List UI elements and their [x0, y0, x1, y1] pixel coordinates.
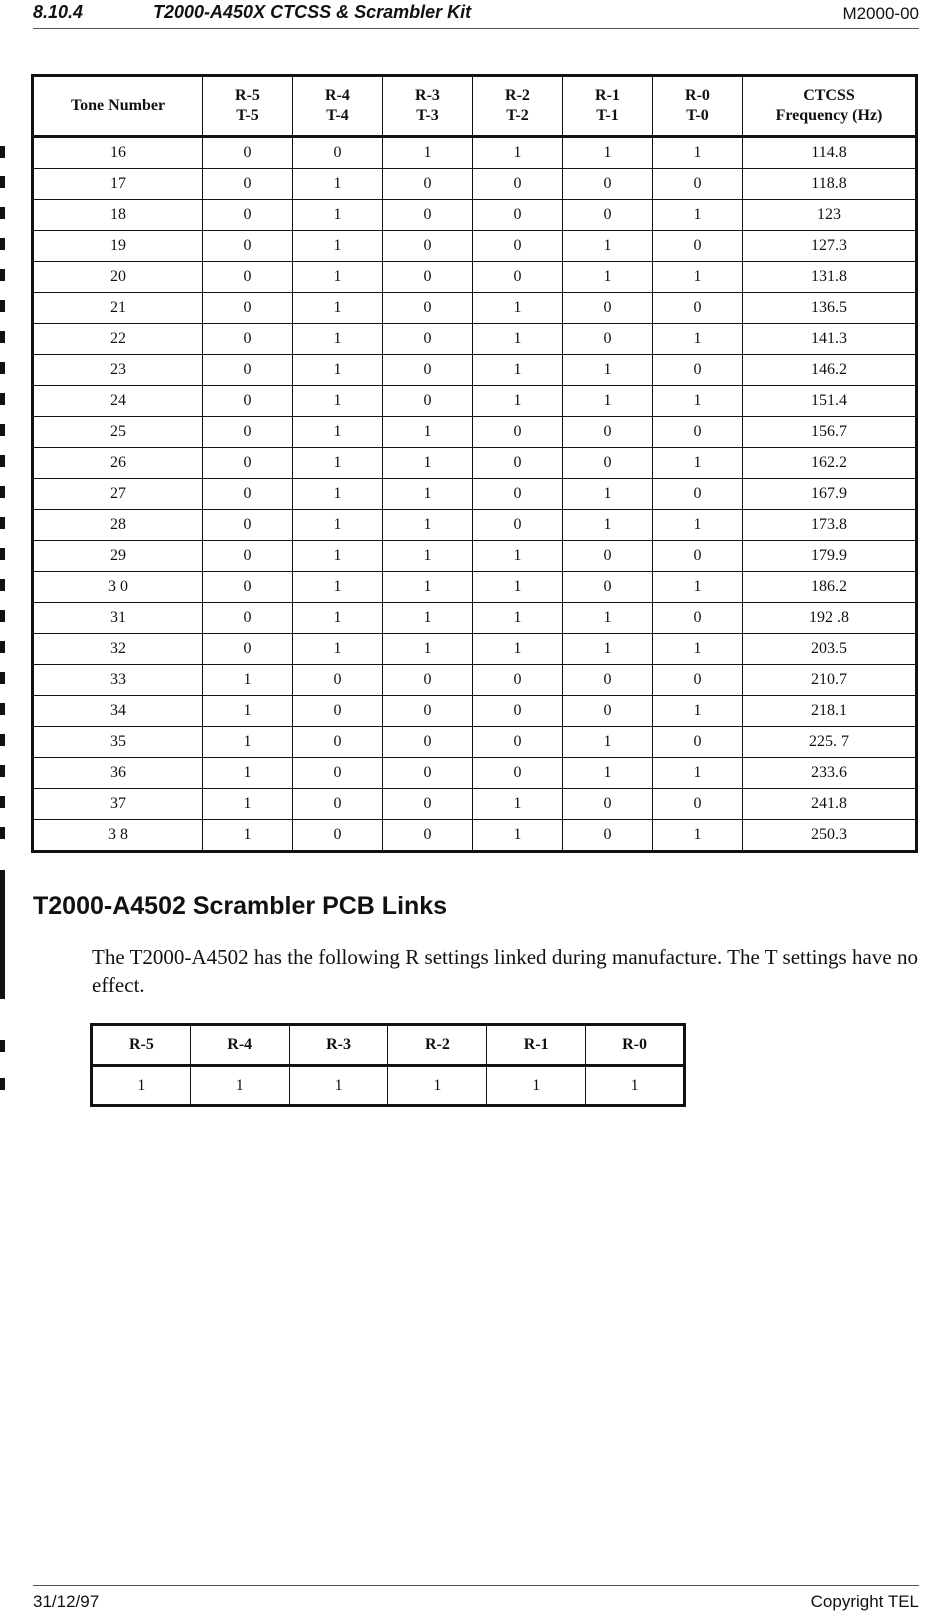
table-cell: 36: [33, 758, 203, 789]
table-cell: 0: [203, 634, 293, 665]
table-cell: 210.7: [743, 665, 917, 696]
table-cell: 0: [473, 231, 563, 262]
table-cell: 118.8: [743, 169, 917, 200]
table-cell: 1: [203, 727, 293, 758]
table-cell: 19: [33, 231, 203, 262]
table-cell: 0: [383, 758, 473, 789]
table-cell: 0: [473, 200, 563, 231]
table-cell: 0: [653, 727, 743, 758]
table-cell: 0: [473, 665, 563, 696]
table-cell: 1: [293, 510, 383, 541]
table-cell: 1: [293, 541, 383, 572]
table-row: [33, 231, 917, 262]
table-cell: 233.6: [743, 758, 917, 789]
change-bar: [0, 672, 5, 684]
table-cell: 1: [473, 541, 563, 572]
column-header: Tone Number: [33, 76, 203, 137]
table-cell: 1: [473, 572, 563, 603]
change-bar: [0, 641, 5, 653]
table-cell: 1: [293, 324, 383, 355]
table-cell: 1: [653, 200, 743, 231]
table-cell: 1: [293, 448, 383, 479]
table-row: [33, 137, 917, 169]
table-row: [33, 510, 917, 541]
table-cell: 0: [473, 727, 563, 758]
section-number: 8.10.4: [33, 2, 84, 22]
change-bar: [0, 331, 5, 343]
table-cell: 1: [293, 417, 383, 448]
table-cell: 0: [653, 293, 743, 324]
table-cell: 0: [383, 231, 473, 262]
table-cell: 1: [653, 262, 743, 293]
table-cell: 0: [203, 448, 293, 479]
document-code: M2000-00: [842, 4, 919, 23]
change-bar: [0, 207, 5, 219]
table-cell: 1: [293, 262, 383, 293]
change-bar: [0, 269, 5, 281]
table-cell: 1: [473, 324, 563, 355]
table-row: [33, 262, 917, 293]
table-cell: 28: [33, 510, 203, 541]
table-cell: 0: [653, 789, 743, 820]
column-header: R-4 T-4: [293, 76, 383, 137]
table-cell: 1: [383, 572, 473, 603]
table-cell: 0: [563, 200, 653, 231]
table-cell: 1: [473, 789, 563, 820]
table-cell: 31: [33, 603, 203, 634]
column-header: R-5: [92, 1025, 191, 1066]
table-cell: 0: [203, 137, 293, 169]
table-cell: 0: [653, 603, 743, 634]
table-cell: 1: [473, 137, 563, 169]
table-cell: 22: [33, 324, 203, 355]
table-row: [33, 758, 917, 789]
table-cell: 23: [33, 355, 203, 386]
table-cell: 0: [653, 541, 743, 572]
change-bar: [0, 238, 5, 250]
table-cell: 0: [473, 417, 563, 448]
table-row: [33, 820, 917, 852]
table-cell: 218.1: [743, 696, 917, 727]
table-cell: 0: [383, 789, 473, 820]
table-header-row: [92, 1025, 685, 1066]
table-cell: 1: [383, 603, 473, 634]
column-header: R-5 T-5: [203, 76, 293, 137]
table-cell: 29: [33, 541, 203, 572]
page-title: T2000-A450X CTCSS & Scrambler Kit: [153, 2, 472, 22]
table-cell: 1: [293, 169, 383, 200]
table-cell: 20: [33, 262, 203, 293]
change-bar: [0, 486, 5, 498]
table-cell: 0: [563, 448, 653, 479]
table-cell: 1: [653, 510, 743, 541]
table-cell: 1: [563, 727, 653, 758]
table-cell: 136.5: [743, 293, 917, 324]
table-row: [33, 200, 917, 231]
table-cell: 34: [33, 696, 203, 727]
table-cell: 0: [203, 417, 293, 448]
table-cell: 25: [33, 417, 203, 448]
table-cell: 3 0: [33, 572, 203, 603]
table-cell: 0: [293, 137, 383, 169]
table-cell: 1: [383, 541, 473, 572]
table-cell: 1: [92, 1066, 191, 1106]
table-cell: 24: [33, 386, 203, 417]
table-cell: 0: [203, 479, 293, 510]
column-header: R-3 T-3: [383, 76, 473, 137]
change-bar: [0, 610, 5, 622]
table-cell: 27: [33, 479, 203, 510]
change-bar: [0, 734, 5, 746]
table-row: [33, 448, 917, 479]
change-bar: [0, 517, 5, 529]
table-cell: 123: [743, 200, 917, 231]
table-row: [33, 603, 917, 634]
table-cell: 114.8: [743, 137, 917, 169]
table-row: [33, 169, 917, 200]
change-bar: [0, 393, 5, 405]
table-cell: 0: [203, 324, 293, 355]
section-heading: T2000-A4502 Scrambler PCB Links: [33, 892, 448, 920]
table-cell: 0: [563, 665, 653, 696]
table-row: [33, 634, 917, 665]
table-cell: 1: [563, 355, 653, 386]
table-body: [33, 137, 917, 852]
table-cell: 151.4: [743, 386, 917, 417]
column-header: R-1: [487, 1025, 586, 1066]
table-cell: 0: [293, 820, 383, 852]
table-cell: 0: [203, 386, 293, 417]
table-cell: 146.2: [743, 355, 917, 386]
table-cell: 173.8: [743, 510, 917, 541]
table-cell: 1: [473, 386, 563, 417]
table-cell: 32: [33, 634, 203, 665]
column-header: CTCSS Frequency (Hz): [743, 76, 917, 137]
table-row: [33, 417, 917, 448]
footer-date: 31/12/97: [33, 1592, 100, 1611]
table-row: [33, 386, 917, 417]
table-cell: 0: [203, 231, 293, 262]
change-bar: [0, 1040, 5, 1052]
table-cell: 1: [203, 789, 293, 820]
ctcss-tone-table: [31, 74, 918, 853]
table-cell: 0: [383, 262, 473, 293]
table-cell: 1: [563, 262, 653, 293]
table-cell: 0: [473, 510, 563, 541]
table-cell: 225. 7: [743, 727, 917, 758]
table-cell: 1: [563, 479, 653, 510]
table-cell: 192 .8: [743, 603, 917, 634]
table-cell: 3 8: [33, 820, 203, 852]
table-cell: 1: [653, 137, 743, 169]
table-cell: 0: [203, 572, 293, 603]
table-cell: 0: [383, 727, 473, 758]
table-cell: 26: [33, 448, 203, 479]
table-cell: 1: [653, 696, 743, 727]
change-bar: [0, 362, 5, 374]
table-cell: 0: [653, 417, 743, 448]
table-cell: 0: [383, 324, 473, 355]
table-cell: 0: [293, 665, 383, 696]
table-cell: 167.9: [743, 479, 917, 510]
table-cell: 1: [586, 1066, 685, 1106]
table-cell: 1: [293, 200, 383, 231]
table-cell: 1: [293, 603, 383, 634]
table-cell: 1: [653, 820, 743, 852]
table-cell: 0: [203, 200, 293, 231]
table-cell: 1: [383, 137, 473, 169]
table-cell: 1: [293, 355, 383, 386]
column-header: R-1 T-1: [563, 76, 653, 137]
table-cell: 0: [653, 479, 743, 510]
table-cell: 131.8: [743, 262, 917, 293]
table-cell: 1: [203, 696, 293, 727]
change-bar: [0, 146, 5, 158]
table-cell: 1: [653, 572, 743, 603]
table-cell: 0: [563, 572, 653, 603]
table-cell: 1: [388, 1066, 487, 1106]
table-cell: 241.8: [743, 789, 917, 820]
table-cell: 0: [203, 510, 293, 541]
table-cell: 1: [653, 758, 743, 789]
table-cell: 1: [563, 137, 653, 169]
table-cell: 0: [563, 324, 653, 355]
table-cell: 1: [473, 293, 563, 324]
table-cell: 0: [383, 355, 473, 386]
table-cell: 1: [203, 758, 293, 789]
table-cell: 0: [653, 355, 743, 386]
table-cell: 0: [293, 727, 383, 758]
column-header: R-0: [586, 1025, 685, 1066]
table-cell: 0: [203, 355, 293, 386]
table-cell: 21: [33, 293, 203, 324]
table-cell: 0: [563, 417, 653, 448]
table-cell: 1: [383, 510, 473, 541]
table-cell: 0: [383, 200, 473, 231]
table-cell: 0: [383, 169, 473, 200]
table-cell: 0: [203, 541, 293, 572]
table-cell: 17: [33, 169, 203, 200]
table-cell: 1: [473, 603, 563, 634]
table-row: [33, 727, 917, 758]
column-header: R-3: [289, 1025, 388, 1066]
table-cell: 1: [653, 324, 743, 355]
change-bar: [0, 1078, 5, 1090]
table-cell: 1: [563, 603, 653, 634]
table-cell: 0: [563, 541, 653, 572]
change-bar: [0, 176, 5, 188]
table-cell: 0: [203, 169, 293, 200]
table-cell: 1: [473, 634, 563, 665]
table-cell: 156.7: [743, 417, 917, 448]
table-cell: 0: [473, 169, 563, 200]
table-cell: 1: [653, 634, 743, 665]
table-cell: 1: [383, 479, 473, 510]
table-cell: 1: [383, 448, 473, 479]
table-cell: 1: [293, 231, 383, 262]
table-cell: 1: [203, 665, 293, 696]
table-cell: 0: [293, 758, 383, 789]
table-cell: 1: [563, 634, 653, 665]
table-cell: 1: [293, 572, 383, 603]
change-bar: [0, 765, 5, 777]
table-cell: 0: [563, 696, 653, 727]
table-cell: 1: [473, 820, 563, 852]
column-header: R-0 T-0: [653, 76, 743, 137]
table-row: [33, 324, 917, 355]
change-bar: [0, 300, 5, 312]
change-bar: [0, 548, 5, 560]
table-cell: 0: [473, 262, 563, 293]
table-cell: 0: [653, 231, 743, 262]
table-cell: 35: [33, 727, 203, 758]
table-cell: 1: [293, 386, 383, 417]
table-cell: 1: [653, 448, 743, 479]
table-cell: 0: [653, 665, 743, 696]
table-cell: 1: [203, 820, 293, 852]
table-header-row: [33, 76, 917, 137]
table-row: [33, 665, 917, 696]
table-row: [33, 293, 917, 324]
table-cell: 16: [33, 137, 203, 169]
table-cell: 0: [383, 665, 473, 696]
table-cell: 1: [383, 634, 473, 665]
table-cell: 0: [563, 820, 653, 852]
table-cell: 141.3: [743, 324, 917, 355]
table-cell: 0: [563, 789, 653, 820]
table-cell: 0: [473, 479, 563, 510]
table-cell: 127.3: [743, 231, 917, 262]
table-cell: 1: [563, 758, 653, 789]
change-bar: [0, 870, 5, 999]
table-cell: 0: [383, 293, 473, 324]
table-row: [33, 541, 917, 572]
table-cell: 0: [203, 293, 293, 324]
table-row: [33, 479, 917, 510]
table-cell: 37: [33, 789, 203, 820]
table-cell: 250.3: [743, 820, 917, 852]
table-row: [33, 696, 917, 727]
table-cell: 0: [653, 169, 743, 200]
table-cell: 0: [203, 603, 293, 634]
table-cell: 1: [563, 386, 653, 417]
column-header: R-4: [190, 1025, 289, 1066]
table-row: [33, 789, 917, 820]
table-cell: 1: [293, 634, 383, 665]
table-cell: 0: [473, 696, 563, 727]
column-header: R-2 T-2: [473, 76, 563, 137]
change-bar: [0, 455, 5, 467]
table-cell: 186.2: [743, 572, 917, 603]
table-row: [33, 355, 917, 386]
page-footer: [33, 1585, 919, 1611]
table-cell: 179.9: [743, 541, 917, 572]
table-cell: 18: [33, 200, 203, 231]
change-bar: [0, 796, 5, 808]
change-bar: [0, 703, 5, 715]
change-bar: [0, 579, 5, 591]
table-cell: 0: [383, 696, 473, 727]
change-bar: [0, 827, 5, 839]
scrambler-links-table: [90, 1023, 686, 1107]
table-row: [92, 1066, 685, 1106]
table-cell: 162.2: [743, 448, 917, 479]
table-cell: 0: [563, 293, 653, 324]
table-cell: 0: [293, 789, 383, 820]
table-cell: 0: [383, 386, 473, 417]
footer-copyright: Copyright TEL: [810, 1592, 919, 1611]
table-cell: 1: [563, 510, 653, 541]
change-bar: [0, 424, 5, 436]
table-cell: 0: [383, 820, 473, 852]
page-header: [33, 0, 919, 29]
table-cell: 0: [473, 448, 563, 479]
table-cell: 1: [190, 1066, 289, 1106]
table-cell: 1: [473, 355, 563, 386]
table-cell: 1: [293, 479, 383, 510]
table-cell: 0: [563, 169, 653, 200]
table-cell: 1: [293, 293, 383, 324]
table-cell: 1: [289, 1066, 388, 1106]
table-cell: 0: [473, 758, 563, 789]
table-cell: 203.5: [743, 634, 917, 665]
table-cell: 1: [653, 386, 743, 417]
table-cell: 33: [33, 665, 203, 696]
table-cell: 0: [203, 262, 293, 293]
column-header: R-2: [388, 1025, 487, 1066]
table-cell: 1: [487, 1066, 586, 1106]
table-row: [33, 572, 917, 603]
table-cell: 1: [383, 417, 473, 448]
table-cell: 1: [563, 231, 653, 262]
section-paragraph: The T2000-A4502 has the following R settings linked during manufacture. The T settings have no effect.: [92, 945, 918, 997]
table-cell: 0: [293, 696, 383, 727]
